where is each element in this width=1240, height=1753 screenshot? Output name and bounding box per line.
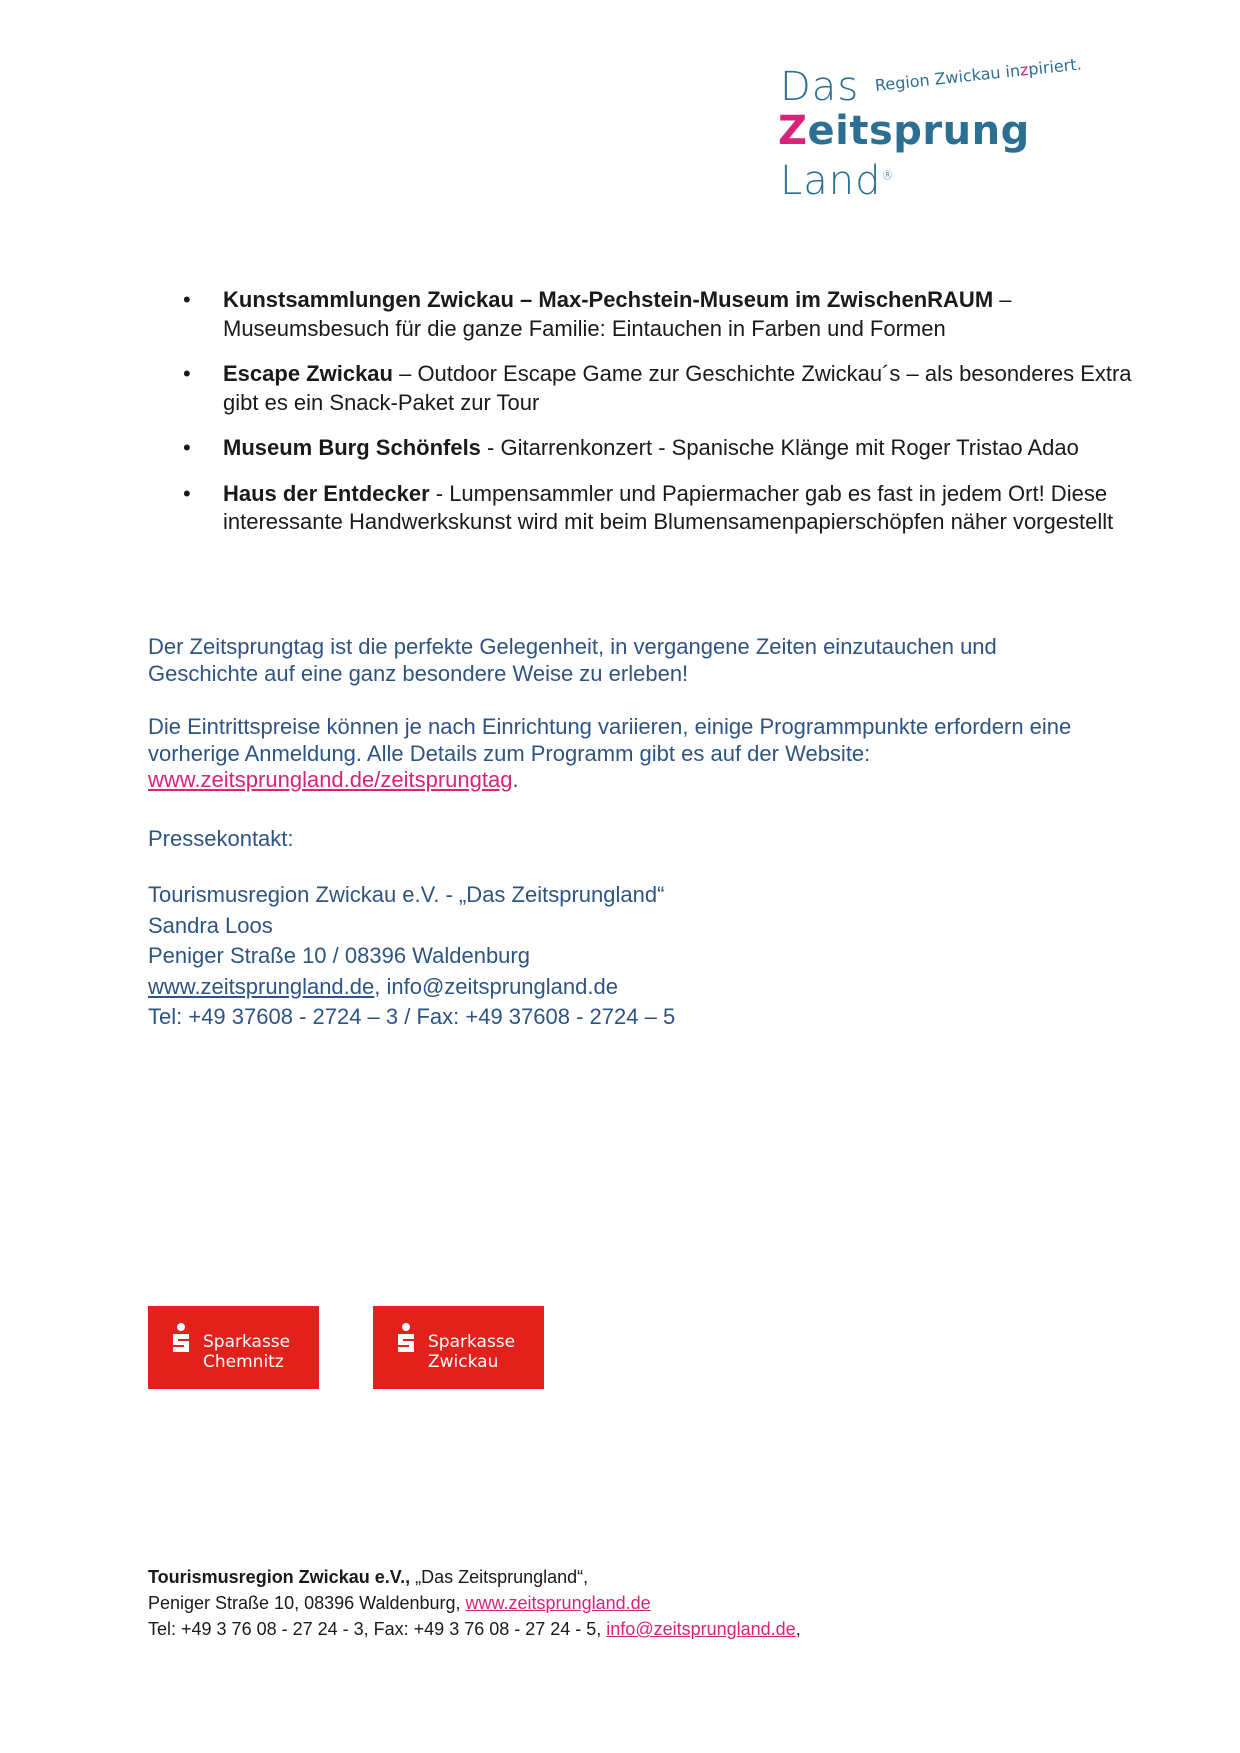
footer-email-link[interactable]: info@zeitsprungland.de <box>606 1619 796 1639</box>
sponsor-sparkasse-chemnitz <box>148 1306 319 1389</box>
logo-slogan-z: z <box>1018 59 1030 80</box>
contact-web-link[interactable]: www.zeitsprungland.de <box>148 973 375 999</box>
bullet-icon: • <box>183 361 191 386</box>
contact-name: Sandra Loos <box>148 912 273 938</box>
logo-zeit-rest: eitsprung <box>807 108 1030 154</box>
footer-web-link[interactable]: www.zeitsprungland.de <box>465 1593 651 1613</box>
footer-address-line <box>148 1590 801 1616</box>
logo-slogan-part: Region Zwickau in <box>874 60 1021 95</box>
sponsor-line2: Zwickau <box>428 1352 499 1372</box>
item-title: Kunstsammlungen Zwickau – Max-Pechstein-Museum im ZwischenRAUM <box>223 287 994 312</box>
logo-land <box>780 158 895 204</box>
list-item <box>183 286 1143 343</box>
presse-label: Pressekontakt: <box>148 826 294 851</box>
intro-paragraph: Der Zeitsprungtag ist die perfekte Gelegenheit, in vergangene Zeiten einzutauchen und Geschichte auf eine ganz besondere Weise zu erleben! <box>148 634 997 686</box>
bullet-icon: • <box>183 435 191 460</box>
footer-phone: Tel: +49 3 76 08 - 27 24 - 3, Fax: +49 3 76 08 - 27 24 - 5, <box>148 1619 607 1639</box>
list-item <box>183 480 1143 537</box>
zeitsprungland-logo <box>778 54 1110 214</box>
item-text: – Outdoor Escape Game zur Geschichte Zwickau´s – als besonderes Extra gibt es ein Snack-Paket zur Tour <box>223 361 1132 415</box>
footer-org-bold: Tourismusregion Zwickau e.V., <box>148 1567 411 1587</box>
footer-org <box>148 1564 801 1590</box>
bullet-icon: • <box>183 480 191 506</box>
contact-web-line <box>148 972 675 1003</box>
logo-land-text: Land <box>780 158 882 204</box>
sponsor-name <box>203 1332 290 1372</box>
page-footer <box>148 1564 801 1642</box>
sponsor-sparkasse-zwickau <box>373 1306 544 1389</box>
item-text: - Gitarrenkonzert - Spanische Klänge mit Roger Tristao Adao <box>480 435 1079 460</box>
prices-end: . <box>512 767 519 792</box>
item-text: – Museumsbesuch für die ganze Familie: Eintauchen in Farben und Formen <box>223 287 1012 341</box>
list-item <box>183 434 1143 463</box>
sparkasse-icon <box>395 1322 417 1356</box>
item-title: Haus der Entdecker <box>223 480 430 506</box>
item-text: - Lumpensammler und Papiermacher gab es fast in jedem Ort! Diese interessante Handwerkskunst wird mit beim Blumensamenpapierschöpfen näher vorgestellt <box>223 480 1114 534</box>
contact-org: Tourismusregion Zwickau e.V. - „Das Zeitsprungland“ <box>148 882 665 907</box>
logo-z: Z <box>778 108 808 154</box>
list-item <box>183 360 1143 417</box>
logo-slogan-end: piriert. <box>1027 54 1083 79</box>
sponsor-line1: Sparkasse <box>428 1332 516 1352</box>
footer-org-rest: „Das Zeitsprungland“, <box>410 1567 589 1587</box>
contact-phone: Tel: +49 37608 - 2724 – 3 / Fax: +49 37608 - 2724 – 5 <box>148 1004 676 1029</box>
footer-end: , <box>795 1619 801 1639</box>
item-title: Escape Zwickau <box>223 361 393 386</box>
logo-zeitsprung <box>778 108 1030 154</box>
logo-das: Das <box>780 64 860 110</box>
program-list <box>170 286 1143 554</box>
program-link[interactable]: www.zeitsprungland.de/zeitsprungtag <box>148 767 513 792</box>
sparkasse-icon <box>170 1322 192 1356</box>
prices-text: Die Eintrittspreise können je nach Einrichtung variieren, einige Programmpunkte erfordern eine vorherige Anmeldung. Alle Details zum Programm gibt es auf der Website: <box>148 714 1072 766</box>
footer-phone-line <box>148 1616 801 1642</box>
logo-slogan <box>874 54 1082 95</box>
sponsor-line1: Sparkasse <box>203 1332 291 1352</box>
sponsor-line2: Chemnitz <box>203 1352 284 1372</box>
prices-paragraph <box>148 714 1098 794</box>
footer-address: Peniger Straße 10, 08396 Waldenburg, <box>148 1593 466 1613</box>
logo-registered: ® <box>881 168 895 183</box>
item-title: Museum Burg Schönfels <box>223 435 481 460</box>
sponsor-name <box>428 1332 515 1372</box>
bullet-icon: • <box>183 287 191 312</box>
press-contact <box>148 880 675 1033</box>
contact-address: Peniger Straße 10 / 08396 Waldenburg <box>148 943 530 968</box>
contact-email: , info@zeitsprungland.de <box>374 973 618 999</box>
